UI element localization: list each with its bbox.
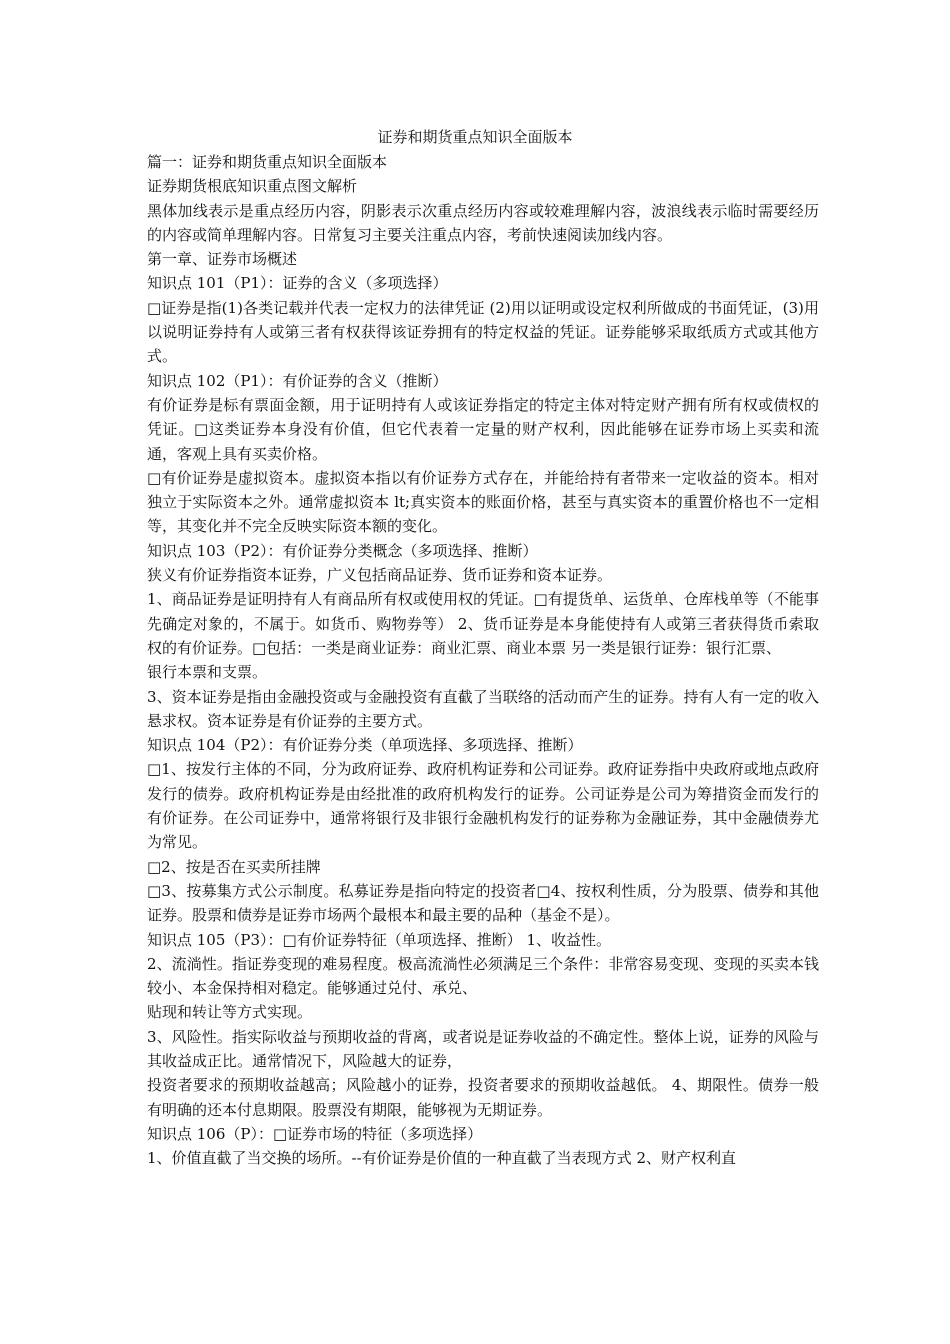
paragraph: □1、按发行主体的不同，分为政府证券、政府机构证券和公司证券。政府证券指中央政府或地点政府发行的债券。政府机构证券是由经批准的政府机构发行的证券。公司证券是公司为筹措资金而发行的有价证券。在公司证券中，通常将银行及非银行金融机构发行的证券称为金融证券，其中金融债券尤为常见。 xyxy=(147,760,819,852)
paragraph: 投资者要求的预期收益越高；风险越小的证券，投资者要求的预期收益越低。 4、期限性。债券一般有明确的还本付息期限。股票没有期限，能够视为无期证券。 xyxy=(147,1076,819,1119)
paragraph: □有价证券是虚拟资本。虚拟资本指以有价证券方式存在，并能给持有者带来一定收益的资本。相对独立于实际资本之外。通常虚拟资本 lt;真实资本的账面价格，甚至与真实资本的重置价格也不一定相等，其变化并不完全反映实际资本额的变化。 xyxy=(147,468,819,536)
paragraph: 狭义有价证券指资本证券，广义包括商品证券、货币证券和资本证券。 xyxy=(147,566,613,585)
paragraph: 3、风险性。指实际收益与预期收益的背离，或者说是证券收益的不确定性。整体上说，证券的风险与其收益成正比。通常情况下，风险越大的证券， xyxy=(147,1027,819,1070)
document-title: 证券和期货重点知识全面版本 xyxy=(377,128,573,146)
paragraph: □2、按是否在买卖所挂牌 xyxy=(147,857,321,876)
knowledge-point-heading: 知识点 106（P）：□证券市场的特征（多项选择） xyxy=(147,1124,483,1143)
paragraph: 篇一：证券和期货重点知识全面版本 xyxy=(147,153,388,171)
paragraph: 1、商品证券是证明持有人有商品所有权或使用权的凭证。□有提货单、运货单、仓库栈单等（不能事先确定对象的，不属于。如货币、购物券等） 2、货币证券是本身能使持有人或第三者获得货币索取权的有价证券。□包括：一类是商业证券：商业汇票、商业本票 另一类是银行证券：银行汇票、 xyxy=(147,590,819,657)
paragraph: 2、流淌性。指证券变现的难易程度。极高流淌性必须满足三个条件：非常容易变现、变现的买卖本钱较小、本金保持相对稳定。能够通过兑付、承兑、 xyxy=(147,954,819,998)
paragraph: 3、资本证券是指由金融投资或与金融投资有直截了当联络的活动而产生的证券。持有人有一定的收入悬求权。资本证券是有价证券的主要方式。 xyxy=(147,687,819,730)
paragraph: 有价证券是标有票面金额，用于证明持有人或该证券指定的特定主体对特定财产拥有所有权或债权的凭证。□这类证券本身没有价值，但它代表着一定量的财产权利，因此能够在证券市场上买卖和流通，客观上具有买卖价格。 xyxy=(147,395,819,463)
knowledge-point-heading: 知识点 104（P2）：有价证券分类（单项选择、多项选择、推断） xyxy=(147,736,583,755)
document-body xyxy=(147,150,819,1170)
knowledge-point-heading: 知识点 102（P1）：有价证券的含义（推断） xyxy=(147,371,448,390)
paragraph: 证券期货根底知识重点图文解析 xyxy=(147,177,358,196)
paragraph: □3、按募集方式公示制度。私募证券是指向特定的投资者□4、按权利性质，分为股票、债券和其他证券。股票和债券是证券市场两个最根本和最主要的品种（基金不是）。 xyxy=(147,881,819,925)
paragraph: 贴现和转让等方式实现。 xyxy=(147,1003,313,1022)
paragraph: 1、价值直截了当交换的场所。--有价证券是价值的一种直截了当表现方式 2、财产权利直 xyxy=(147,1149,736,1168)
paragraph: □证券是指(1)各类记载并代表一定权力的法律凭证 (2)用以证明或设定权利所做成的书面凭证，(3)用以说明证券持有人或第三者有权获得该证券拥有的特定权益的凭证。证券能够采取纸质方式或其他方式。 xyxy=(147,298,819,366)
knowledge-point-heading: 知识点 105（P3）：□有价证券特征（单项选择、推断） 1、收益性。 xyxy=(147,930,612,949)
knowledge-point-heading: 知识点 103（P2）：有价证券分类概念（多项选择、推断） xyxy=(147,541,538,560)
paragraph: 黑体加线表示是重点经历内容，阴影表示次重点经历内容或较难理解内容，波浪线表示临时需要经历的内容或简单理解内容。日常复习主要关注重点内容，考前快速阅读加线内容。 xyxy=(147,201,819,244)
knowledge-point-heading: 知识点 101（P1）：证券的含义（多项选择） xyxy=(147,274,448,293)
chapter-heading: 第一章、证券市场概述 xyxy=(147,250,298,269)
paragraph: 银行本票和支票。 xyxy=(147,663,268,682)
